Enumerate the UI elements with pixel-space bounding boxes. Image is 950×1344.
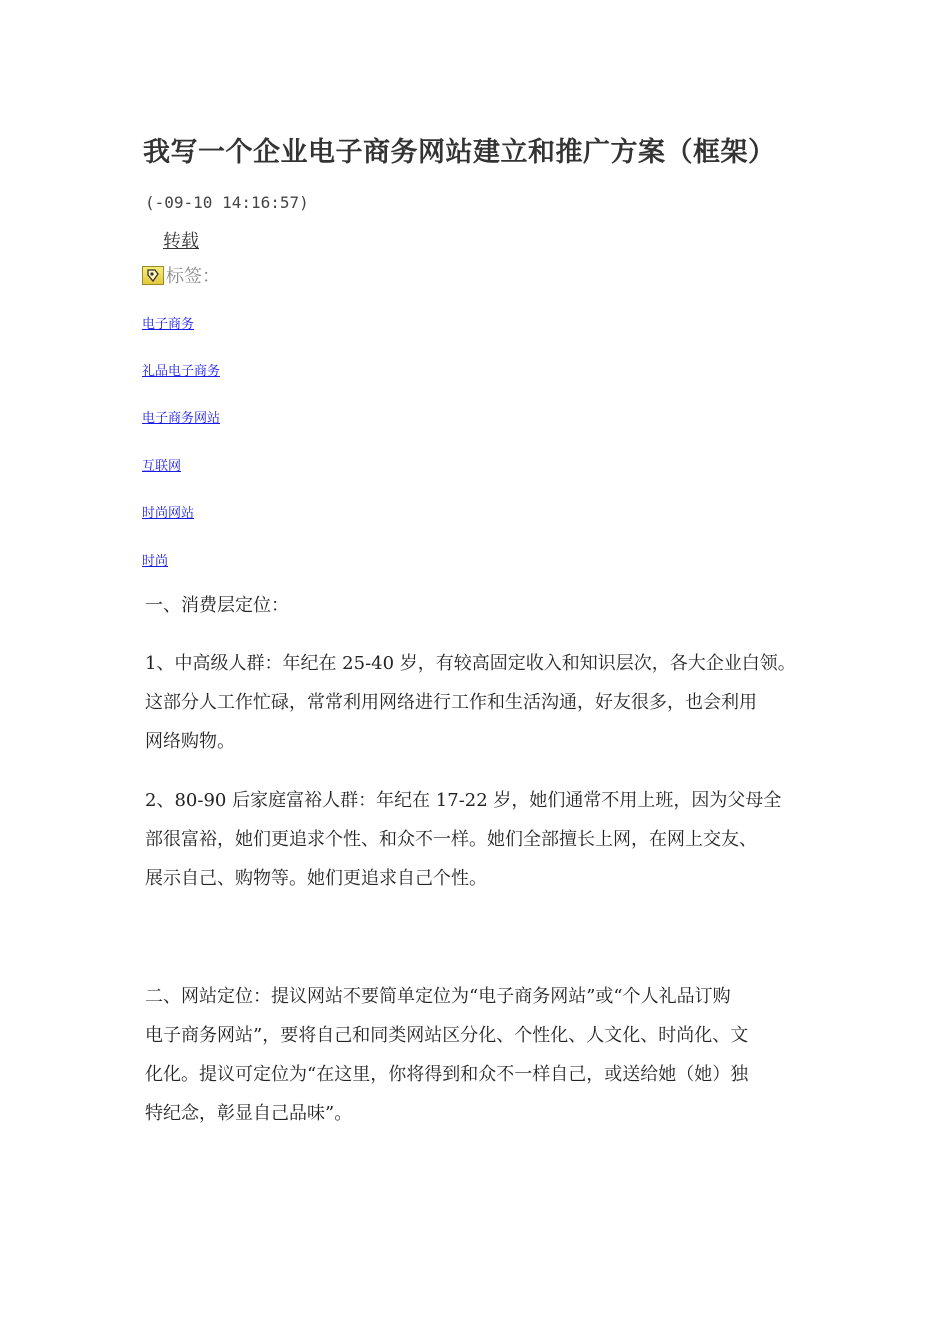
- tags-header: [142, 262, 220, 288]
- tag-link[interactable]: 时尚: [142, 554, 169, 569]
- paragraph-line: 特纪念，彰显自己品味”。: [145, 1103, 353, 1124]
- tag-icon: [142, 266, 164, 285]
- article-timestamp: (-09-10 14:16:57): [145, 193, 309, 212]
- section-heading: 一、消费层定位：: [145, 595, 289, 616]
- tag-link[interactable]: 电子商务网站: [142, 411, 221, 426]
- paragraph-line: 2、80-90 后家庭富裕人群：年纪在 17-22 岁，她们通常不用上班，因为父母全: [145, 790, 782, 811]
- paragraph-line: 二、网站定位：提议网站不要简单定位为“电子商务网站”或“个人礼品订购: [145, 986, 731, 1007]
- tag-link[interactable]: 时尚网站: [142, 506, 195, 521]
- repost-link[interactable]: 转载: [163, 231, 199, 252]
- tag-link[interactable]: 互联网: [142, 459, 182, 474]
- tags-label: 标签：: [166, 266, 220, 287]
- paragraph-line: 网络购物。: [145, 731, 235, 752]
- paragraph-line: 部很富裕，她们更追求个性、和众不一样。她们全部擅长上网，在网上交友、: [145, 829, 757, 850]
- article-title: 我写一个企业电子商务网站建立和推广方案（框架）: [143, 137, 776, 168]
- paragraph-line: 电子商务网站”，要将自己和同类网站区分化、个性化、人文化、时尚化、文: [145, 1025, 749, 1046]
- paragraph-line: 1、中高级人群：年纪在 25-40 岁，有较高固定收入和知识层次，各大企业白领。: [145, 653, 796, 674]
- paragraph-line: 化化。提议可定位为“在这里，你将得到和众不一样自己，或送给她（她）独: [145, 1064, 749, 1085]
- tag-link[interactable]: 礼品电子商务: [142, 364, 221, 379]
- paragraph-line: 展示自己、购物等。她们更追求自己个性。: [145, 868, 487, 889]
- paragraph-line: 这部分人工作忙碌，常常利用网络进行工作和生活沟通，好友很多，也会利用: [145, 692, 757, 713]
- tag-link[interactable]: 电子商务: [142, 317, 195, 332]
